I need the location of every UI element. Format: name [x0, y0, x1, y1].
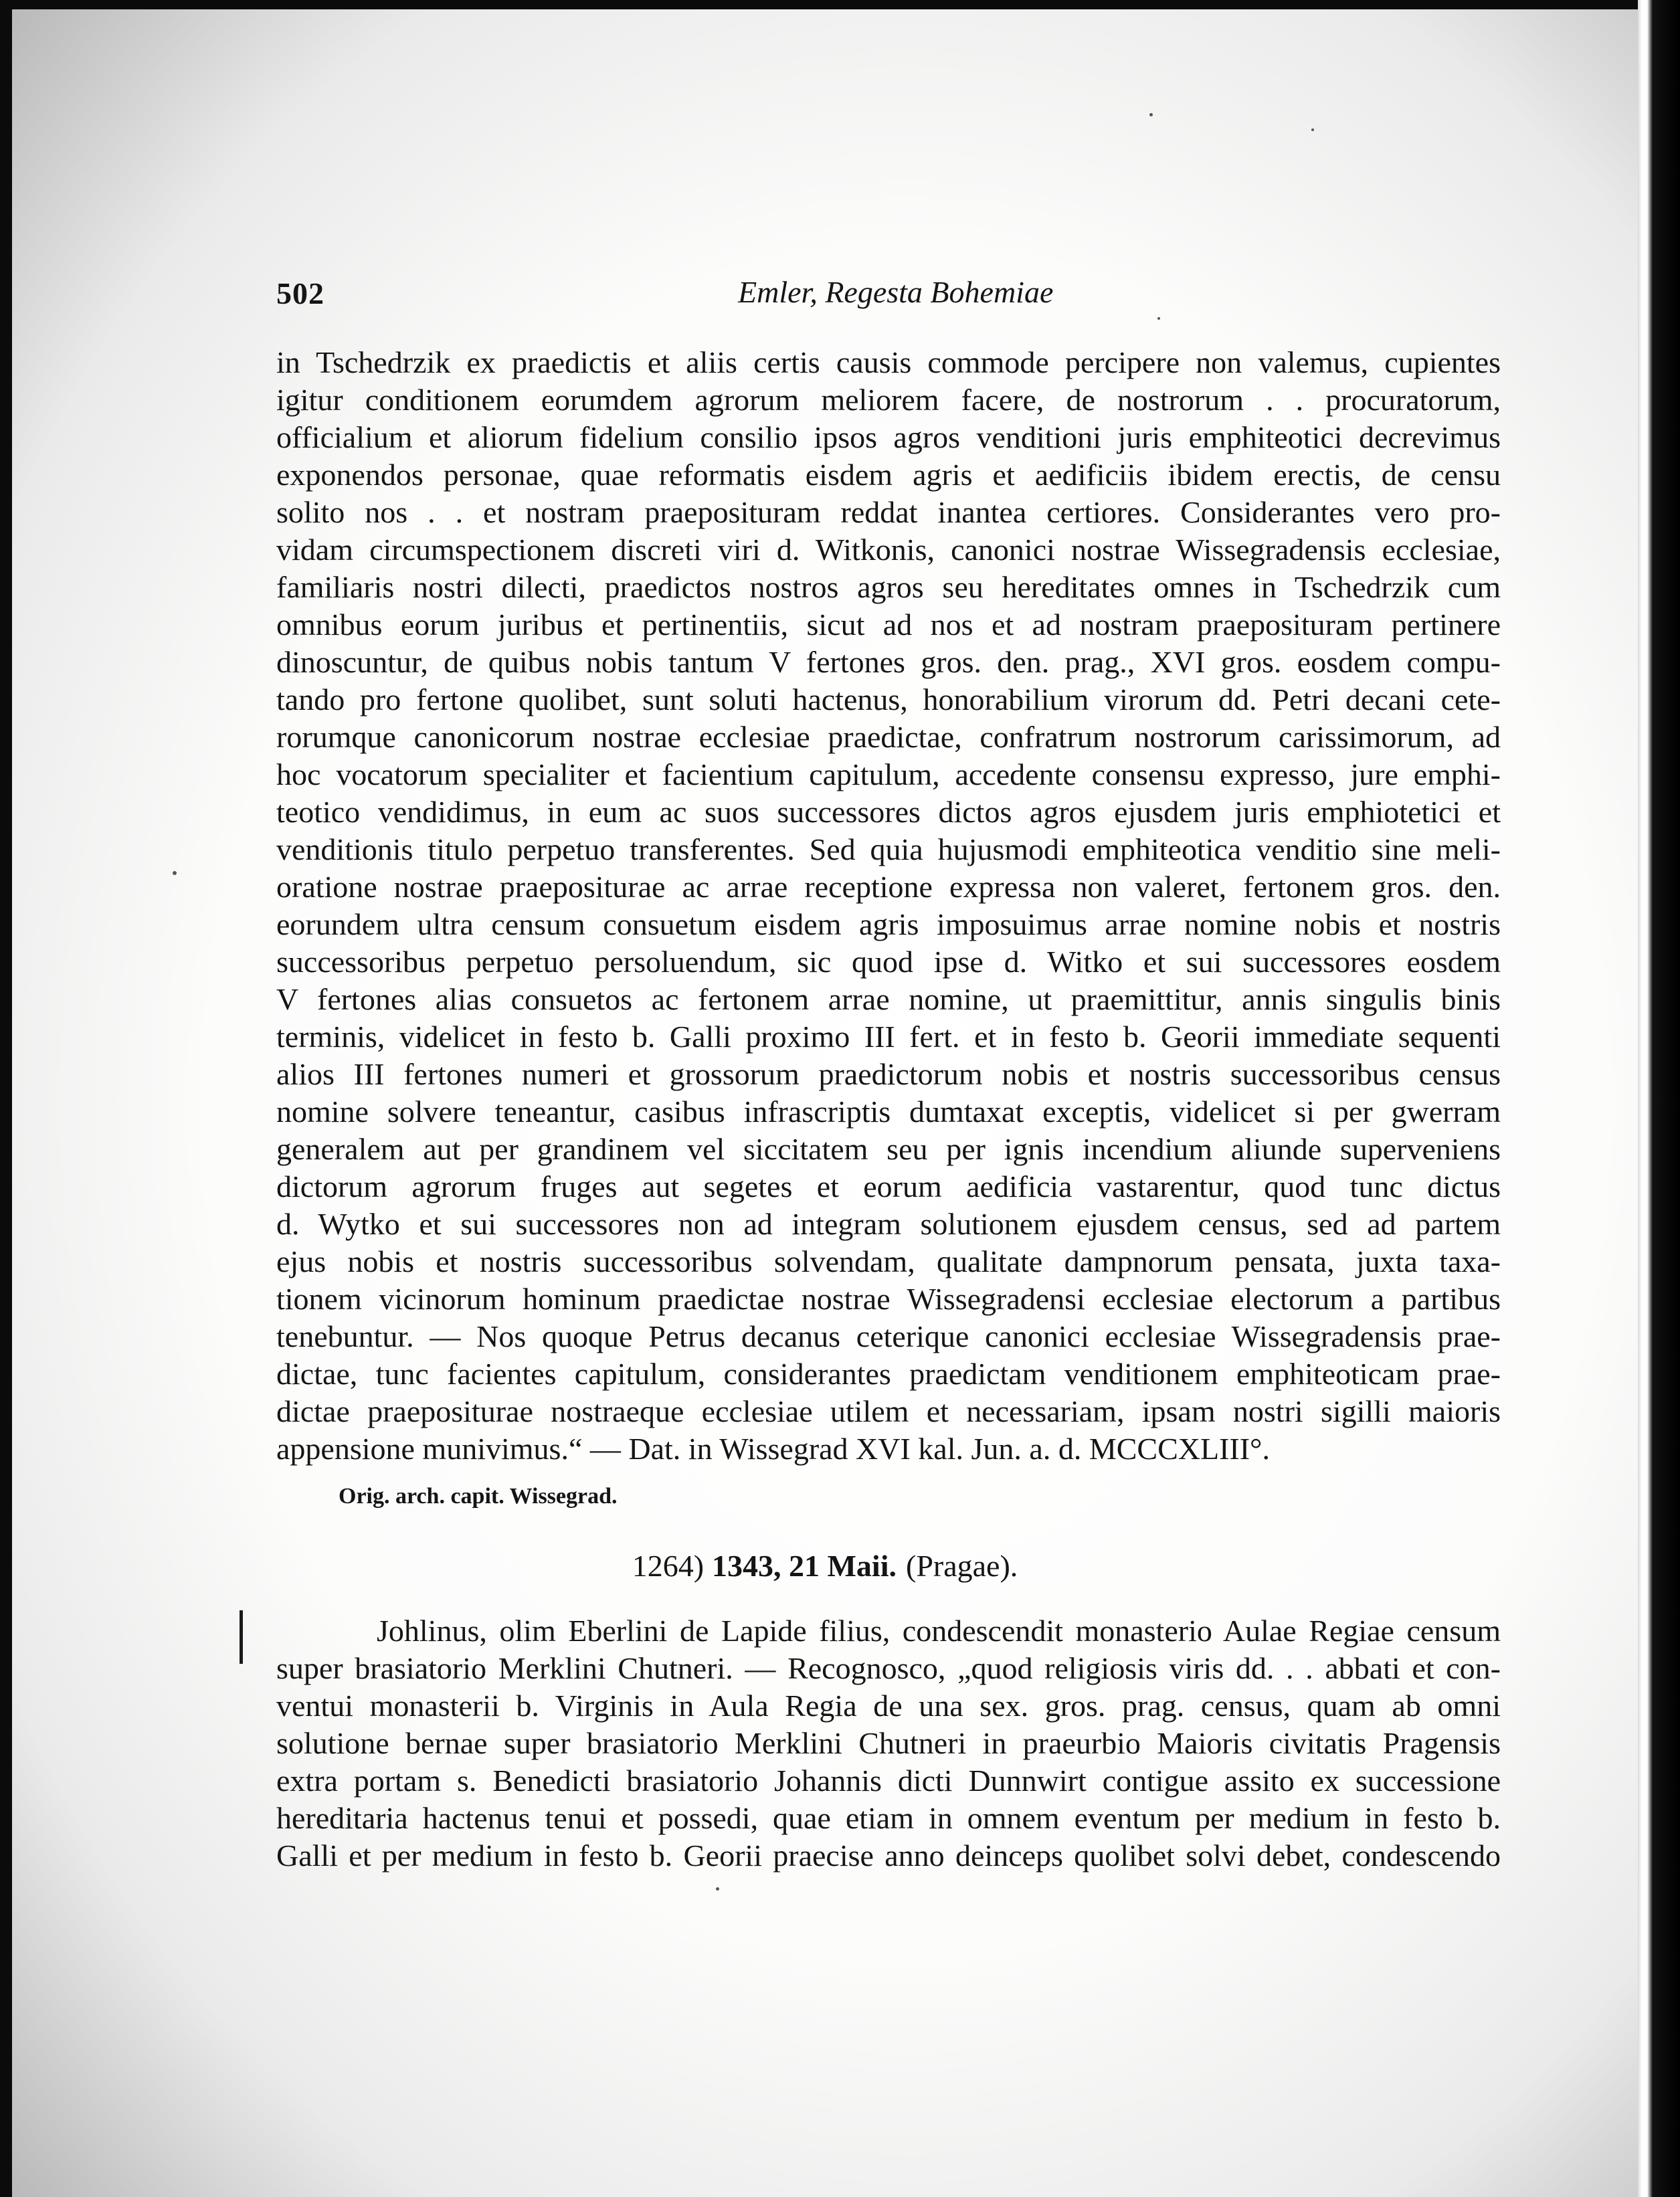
- body-line: V fertones alias consuetos ac fertonem arrae nomine, ut praemittitur, annis singulis binis: [276, 982, 1501, 1016]
- body-line: dictae praepositurae nostraeque ecclesiae utilem et necessariam, ipsam nostri sigilli maioris: [276, 1394, 1501, 1428]
- body-line: eorundem ultra censum consuetum eisdem agris imposuimus arrae nomine nobis et nostris: [276, 907, 1501, 941]
- body-line: oratione nostrae praepositurae ac arrae receptione expressa non valeret, fertonem gros. den.: [276, 870, 1501, 904]
- body-line: alios III fertones numeri et grossorum praedictorum nobis et nostris successoribus census: [276, 1057, 1501, 1091]
- body-line: teotico vendidimus, in eum ac suos successores dictos agros ejusdem juris emphiotetici et: [276, 795, 1501, 829]
- entry-line: ventui monasterii b. Virginis in Aula Regia de una sex. gros. prag. census, quam ab omni: [276, 1689, 1501, 1723]
- body-line: dinoscuntur, de quibus nobis tantum V fertones gros. den. prag., XVI gros. eosdem compu-: [276, 645, 1501, 679]
- body-line: omnibus eorum juribus et pertinentiis, sicut ad nos et ad nostram praeposituram pertinere: [276, 607, 1501, 642]
- entry-number: 1264): [632, 1549, 705, 1583]
- body-line: officialium et aliorum fidelium consilio ipsos agros venditioni juris emphiteotici decrevimus: [276, 420, 1501, 454]
- entry-line: extra portam s. Benedicti brasiatorio Johannis dicti Dunnwirt contigue assito ex successione: [276, 1763, 1501, 1798]
- entry-line: Johlinus, olim Eberlini de Lapide filius, condescendit monasterio Aulae Regiae censum: [377, 1614, 1501, 1648]
- body-line: vidam circumspectionem discreti viri d. Witkonis, canonici nostrae Wissegradensis ecclesiae,: [276, 533, 1501, 567]
- body-line: familiaris nostri dilecti, praedictos nostros agros seu hereditates omnes in Tschedrzik cum: [276, 570, 1501, 604]
- body-line: terminis, videlicet in festo b. Galli proximo III fert. et in festo b. Georii immediate sequenti: [276, 1020, 1501, 1054]
- entry-line: solutione bernae super brasiatorio Merklini Chutneri in praeurbio Maioris civitatis Pragensis: [276, 1726, 1501, 1760]
- scanned-page: [12, 9, 1638, 2197]
- speck: [1149, 113, 1153, 116]
- page-number: 502: [276, 276, 324, 310]
- body-line: exponendos personae, quae reformatis eisdem agris et aedificiis ibidem erectis, de censu: [276, 458, 1501, 492]
- speck: [1157, 317, 1160, 320]
- entry-line: hereditaria hactenus tenui et possedi, quae etiam in omnem eventum per medium in festo b.: [276, 1801, 1501, 1835]
- body-line: dictae, tunc facientes capitulum, considerantes praedictam venditionem emphiteoticam prae-: [276, 1357, 1501, 1391]
- body-line: tionem vicinorum hominum praedictae nostrae Wissegradensi ecclesiae electorum a partibus: [276, 1282, 1501, 1316]
- entry-date: 1343, 21 Maii.: [712, 1549, 897, 1583]
- body-line: venditionis titulo perpetuo transferentes. Sed quia hujusmodi emphiteotica venditio sine meli-: [276, 832, 1501, 866]
- body-line: igitur conditionem eorumdem agrorum meliorem facere, de nostrorum . . procuratorum,: [276, 383, 1501, 417]
- body-line: rorumque canonicorum nostrae ecclesiae praedictae, confratrum nostrorum carissimorum, ad: [276, 720, 1501, 754]
- speck: [173, 871, 177, 875]
- entry-heading: [12, 1548, 1638, 1584]
- entry-line: Galli et per medium in festo b. Georii praecise anno deinceps quolibet solvi debet, condescendo: [276, 1838, 1501, 1873]
- speck: [716, 1887, 719, 1891]
- scan-edge: [1638, 0, 1680, 2197]
- speck: [1311, 128, 1314, 131]
- body-line: dictorum agrorum fruges aut segetes et eorum aedificia vastarentur, quod tunc dictus: [276, 1169, 1501, 1204]
- running-title: Emler, Regesta Bohemiae: [738, 275, 1054, 309]
- body-line: nomine solvere teneantur, casibus infrascriptis dumtaxat exceptis, videlicet si per gwerram: [276, 1094, 1501, 1129]
- body-line: generalem aut per grandinem vel siccitatem seu per ignis incendium aliunde superveniens: [276, 1132, 1501, 1166]
- body-line: appensione munivimus.“ — Dat. in Wissegrad XVI kal. Jun. a. d. MCCCXLIII°.: [276, 1432, 1270, 1466]
- entry-line: super brasiatorio Merklini Chutneri. — Recognosco, „quod religiosis viris dd. . . abbati et con-: [276, 1651, 1501, 1685]
- entry-place: (Pragae).: [906, 1549, 1018, 1583]
- body-line: solito nos . . et nostram praeposituram reddat inantea certiores. Considerantes vero pro-: [276, 495, 1501, 529]
- body-line: in Tschedrzik ex praedictis et aliis certis causis commode percipere non valemus, cupientes: [276, 345, 1501, 379]
- body-line: hoc vocatorum specialiter et facientium capitulum, accedente consensu expresso, jure emphi-: [276, 757, 1501, 791]
- body-line: ejus nobis et nostris successoribus solvendam, qualitate dampnorum pensata, juxta taxa-: [276, 1244, 1501, 1278]
- body-line: tenebuntur. — Nos quoque Petrus decanus ceterique canonici ecclesiae Wissegradensis prae-: [276, 1319, 1501, 1353]
- source-note: Orig. arch. capit. Wissegrad.: [339, 1484, 618, 1509]
- body-line: successoribus perpetuo persoluendum, sic quod ipse d. Witko et sui successores eosdem: [276, 945, 1501, 979]
- margin-mark: [240, 1610, 243, 1664]
- body-line: d. Wytko et sui successores non ad integram solutionem ejusdem census, sed ad partem: [276, 1207, 1501, 1241]
- body-line: tando pro fertone quolibet, sunt soluti hactenus, honorabilium virorum dd. Petri decani cete-: [276, 682, 1501, 717]
